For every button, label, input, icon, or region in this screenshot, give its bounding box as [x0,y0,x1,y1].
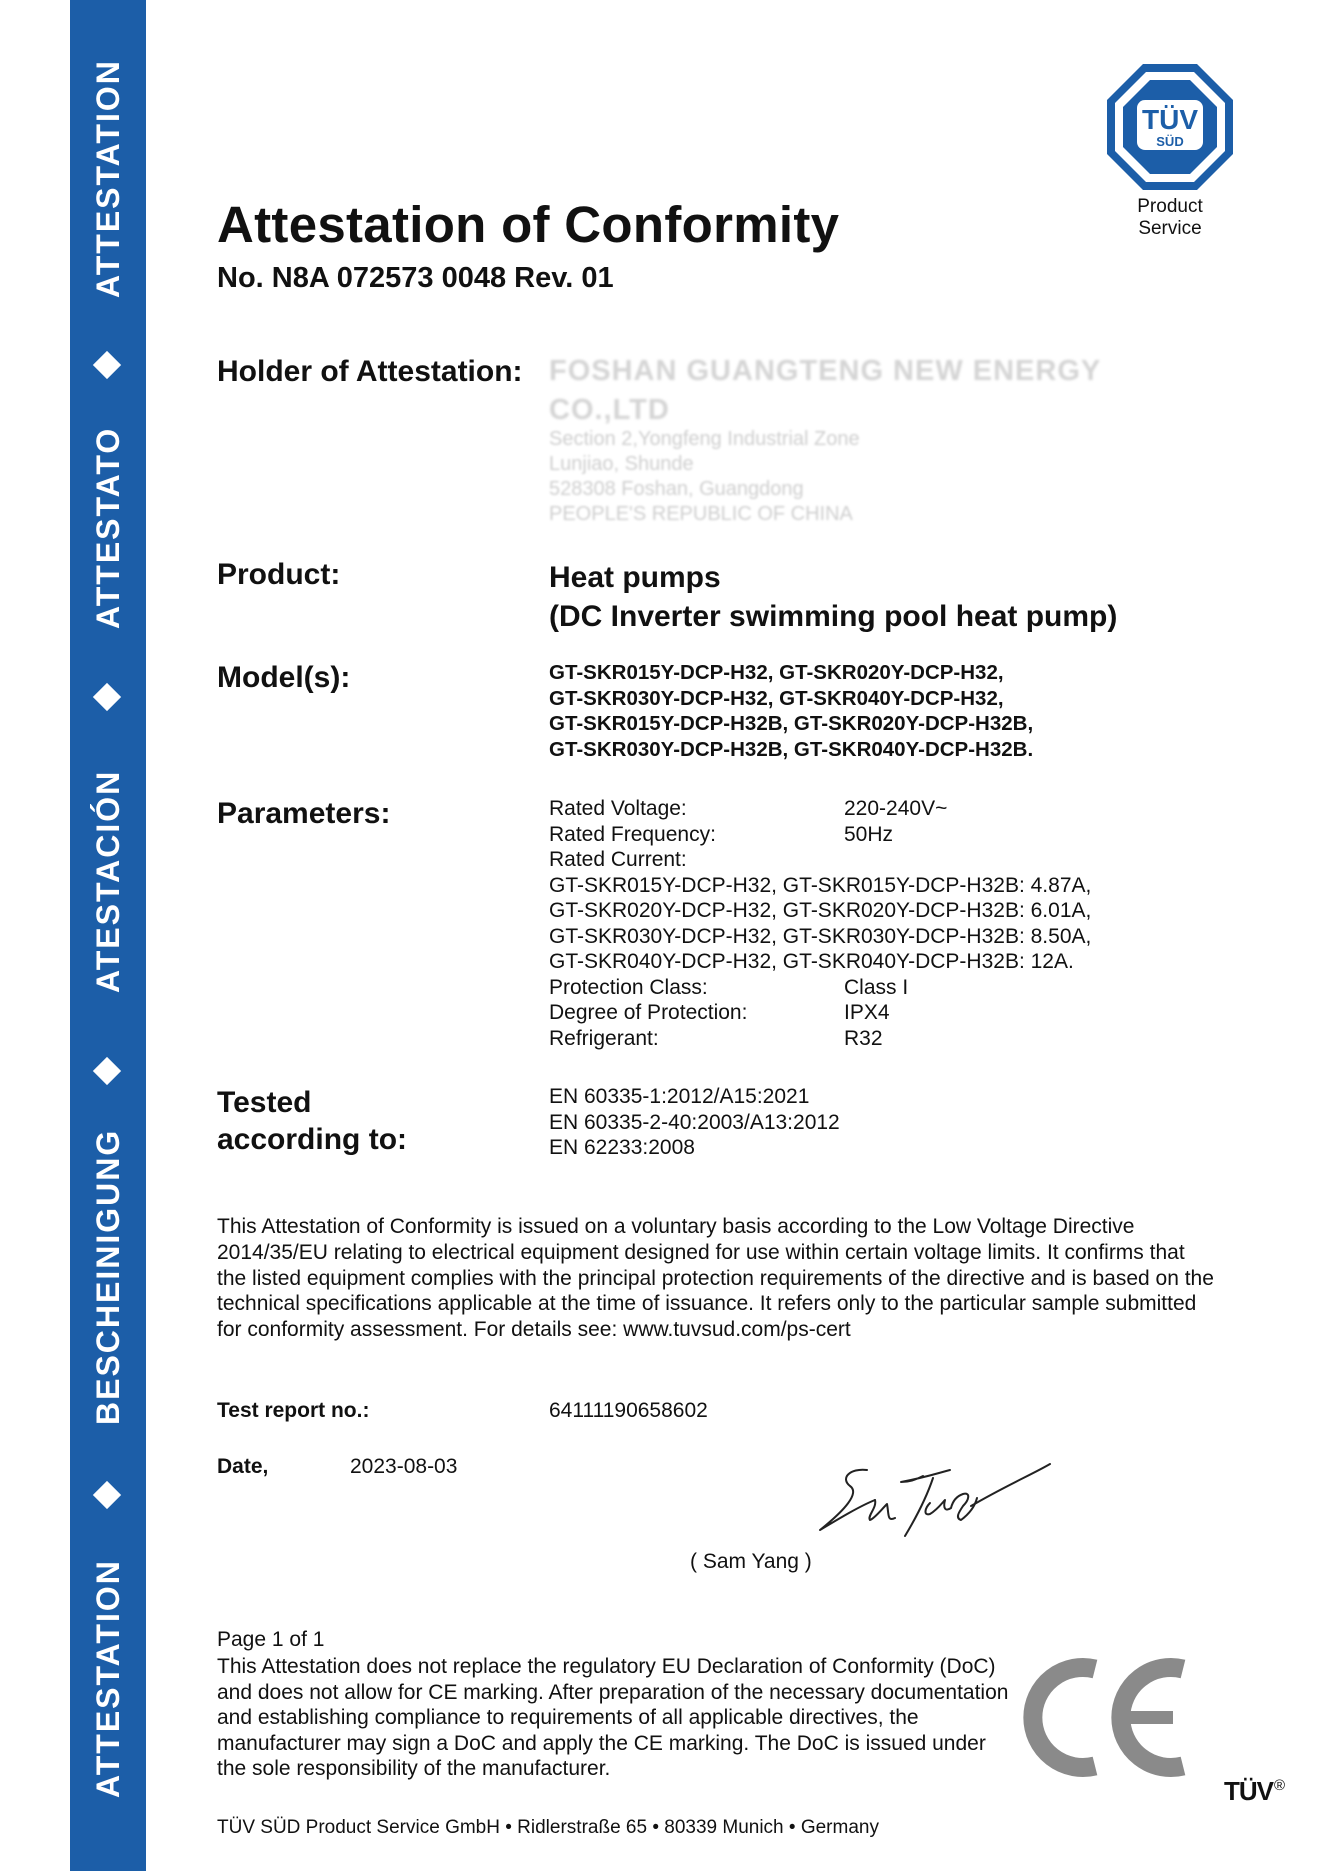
standards-list [549,1084,840,1161]
page-indicator: Page 1 of 1 [217,1628,325,1651]
current-line: GT-SKR040Y-DCP-H32, GT-SKR040Y-DCP-H32B: 12A. [549,950,1074,973]
param-key: Rated Frequency: [549,822,716,846]
parameters-label: Parameters: [217,797,391,830]
tested-label-line: Tested [217,1086,312,1119]
test-report-label: Test report no.: [217,1399,370,1422]
sidebar-word-attestato: ATTESTATO [90,426,126,629]
tuv-sud-logo [1105,62,1235,192]
holder-address-line: Lunjiao, Shunde [549,453,694,475]
sidebar-word-attestation-bottom: ATTESTATION [90,1559,126,1798]
product-label: Product: [217,558,341,591]
holder-address-line: 528308 Foshan, Guangdong [549,478,804,500]
sidebar-word-atestacion: ATESTACIÓN [90,769,126,993]
holder-address-line: PEOPLE'S REPUBLIC OF CHINA [549,503,853,525]
param-value: Class I [844,975,909,999]
param-value: 220-240V~ [844,797,948,820]
param-value: R32 [844,1026,883,1050]
standard-line: EN 60335-2-40:2003/A13:2012 [549,1110,840,1134]
param-row [549,975,1249,1001]
param-row [549,822,1249,848]
logo-subtext: SÜD [1156,134,1184,149]
model-line: GT-SKR030Y-DCP-H32B, GT-SKR040Y-DCP-H32B. [549,737,1034,761]
registered-icon: ® [1274,1777,1285,1795]
param-key: Protection Class: [549,975,708,999]
page-title: Attestation of Conformity [217,196,840,253]
tuv-small-text: TÜV [1224,1776,1273,1806]
sidebar-word-bescheinigung: BESCHEINIGUNG [90,1128,126,1425]
conformity-statement: This Attestation of Conformity is issued on a voluntary basis according to the Low Voltage Directive 2014/35/EU relating to electrical equipment designed for use within certain voltage limits. It confirms that the listed equipment complies with the principal protection requirements of the directive and is based on the technical specifications applicable at the time of issuance. It refers only to the particular sample submitted for conformity assessment. For details see: www.tuvsud.com/ps-cert [217,1215,1214,1342]
param-key: Refrigerant: [549,1026,659,1050]
disclaimer-text: This Attestation does not replace the regulatory EU Declaration of Conformity (DoC) and does not allow for CE marking. After preparation of the necessary documentation and establishing compliance to requirements of all applicable directives, the manufacturer may sign a DoC and apply the CE marking. The DoC is issued under the sole responsibility of the manufacturer. [217,1655,1009,1780]
ce-mark-label: CE [1111,1724,1115,1726]
date-label: Date, [217,1455,269,1478]
product-line: (DC Inverter swimming pool heat pump) [549,600,1118,633]
standard-line: EN 60335-1:2012/A15:2021 [549,1085,810,1108]
models-label: Model(s): [217,661,351,694]
tested-label-line: according to: [217,1123,408,1156]
parameters-list [549,796,1249,1051]
tested-label [217,1084,407,1158]
models-list [549,660,1033,762]
model-line: GT-SKR015Y-DCP-H32B, GT-SKR020Y-DCP-H32B, [549,712,1034,735]
holder-address-line: Section 2,Yongfeng Industrial Zone [549,428,860,450]
standard-line: EN 62233:2008 [549,1136,695,1159]
model-line: GT-SKR015Y-DCP-H32, GT-SKR020Y-DCP-H32, [549,661,1004,684]
logo-caption: Product Service [1137,196,1203,239]
date-value: 2023-08-03 [350,1455,458,1478]
current-line: GT-SKR030Y-DCP-H32, GT-SKR030Y-DCP-H32B: 8.50A, [549,924,1092,948]
param-value: 50Hz [844,822,894,846]
certificate-number: No. N8A 072573 0048 Rev. 01 [217,262,614,294]
param-row [549,796,1249,822]
holder-name-line2: CO.,LTD [549,394,670,426]
param-row [549,1000,1249,1026]
model-line: GT-SKR030Y-DCP-H32, GT-SKR040Y-DCP-H32, [549,686,1004,710]
holder-address [549,427,860,527]
current-line: GT-SKR020Y-DCP-H32, GT-SKR020Y-DCP-H32B: 6.01A, [549,899,1092,922]
logo-text: TÜV [1142,104,1198,135]
product-line: Heat pumps [549,561,721,594]
param-key: Degree of Protection: [549,1001,748,1024]
param-key: Rated Voltage: [549,797,687,820]
signature [805,1448,1055,1568]
param-value: IPX4 [844,1001,890,1024]
sidebar-word-attestation-top: ATTESTATION [90,59,126,298]
holder-label: Holder of Attestation: [217,355,523,388]
param-row [549,1026,1249,1052]
current-line: GT-SKR015Y-DCP-H32, GT-SKR015Y-DCP-H32B: 4.87A, [549,873,1092,897]
product-value [549,558,1117,636]
holder-name-line1: FOSHAN GUANGTENG NEW ENERGY [549,355,1102,387]
tuv-small-logo [1224,1776,1284,1807]
footer-address: TÜV SÜD Product Service GmbH • Ridlerstraße 65 • 80339 Munich • Germany [217,1817,879,1838]
signatory-name: ( Sam Yang ) [690,1550,812,1573]
ce-mark [1023,1655,1203,1780]
test-report-number: 64111190658602 [549,1399,708,1422]
param-key: Rated Current: [549,848,687,871]
